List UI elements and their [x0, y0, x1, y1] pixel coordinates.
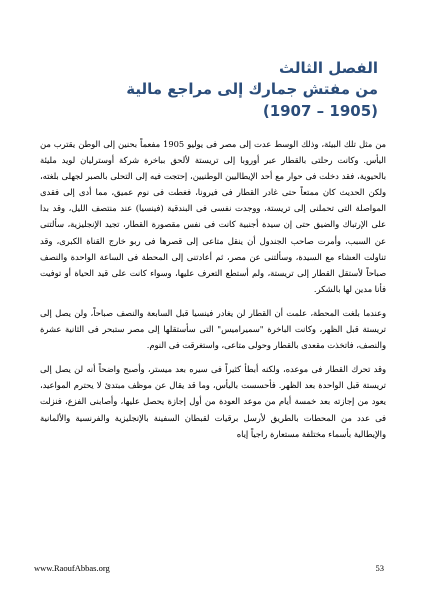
chapter-label: الفصل الثالث	[278, 59, 378, 77]
page-number: 53	[375, 563, 384, 573]
chapter-heading	[48, 58, 378, 122]
page-footer	[34, 563, 384, 573]
chapter-years: (1905 – 1907)	[262, 102, 378, 120]
chapter-title: من مفتش جمارك إلى مراجع مالية	[126, 80, 378, 98]
paragraph: من مثل تلك البيئة، وذلك الوسط عدت إلى مصر فى يوليو 1905 مفعماً بحنين إلى الوطن يقترب من اليأس. وكانت رحلتى بالقطار عبر أوروبا إلى تريستة لألحق بباخرة شركة أوسترليان لويد مليئة بالحيوية، فقد دخلت فى حوار مع أحد الإيطاليين الوطنيين، إحتجت فيه إلى التحلى بالصبر لجهلى بلغته، ولكن الحديث كان ممتعاً حتى غادر القطار فى فيرونا، فغطت فى نوم عميق، مما أدى إلى فقدى المواصلة التى تحملنى إلى تريستة، ووجدت نفسى فى البندقية (فينسيا) عند منتصف الليل، وقد بدا على الإرتباك والضيق حتى إن سيدة أجنبية كانت فى نفس مقصورة القطار، تجيد الإنجليزية، سألتنى عن السبب، وأمرت صاحب الجندول أن ينقل متاعى إلى قصرها فى ربو خارج القناة الكبرى، وقد تناولت العشاء مع السيدة، وسألتنى عن مصر، ثم أعادتنى إلى المحطة فى الساعة الواحدة والنصف صباحاً لأستقل القطار إلى تريستة، ولم أستطع التعرف عليها، وسواء كانت على قيد الحياة أو توفيت فأنا مدين لها بالشكر.	[40, 139, 386, 294]
paragraph: وقد تحرك القطار فى موعده، ولكنه أبطأ كثيراً فى سيره بعد ميستر، وأصبح واضحاً أنه لن يصل إلى تريستة قبل الواحدة بعد الظهر. فأحسست باليأس، وما قد يقال عن موظف مبتدئ لا يحترم المواعيد، يعود من إجازته بعد خمسة أيام من موعد العودة من أول إجازة يحصل عليها، وأصابنى الفزع، فنزلت فى عدد من المحطات بالطريق لأرسل برقيات لقبطان السفينة بالإنجليزية والفرنسية والألمانية والإيطالية بأسماء مختلفة مستعارة راجياً إياه	[40, 364, 386, 439]
paragraph: وعندما بلغت المحطة، علمت أن القطار لن يغادر فينسيا قبل السابعة والنصف صباحاً، ولن يصل إلى تريستة قبل الظهر، وكانت الباخرة "سميراميس" التى سأستقلها إلى مصر ستبحر فى الثانية عشرة والنصف، فاتخذت مقعدى بالقطار وحولى متاعى، واستغرقت فى النوم.	[40, 307, 386, 351]
footer-website: www.RaoufAbbas.org	[34, 563, 110, 573]
body-text	[40, 136, 386, 450]
